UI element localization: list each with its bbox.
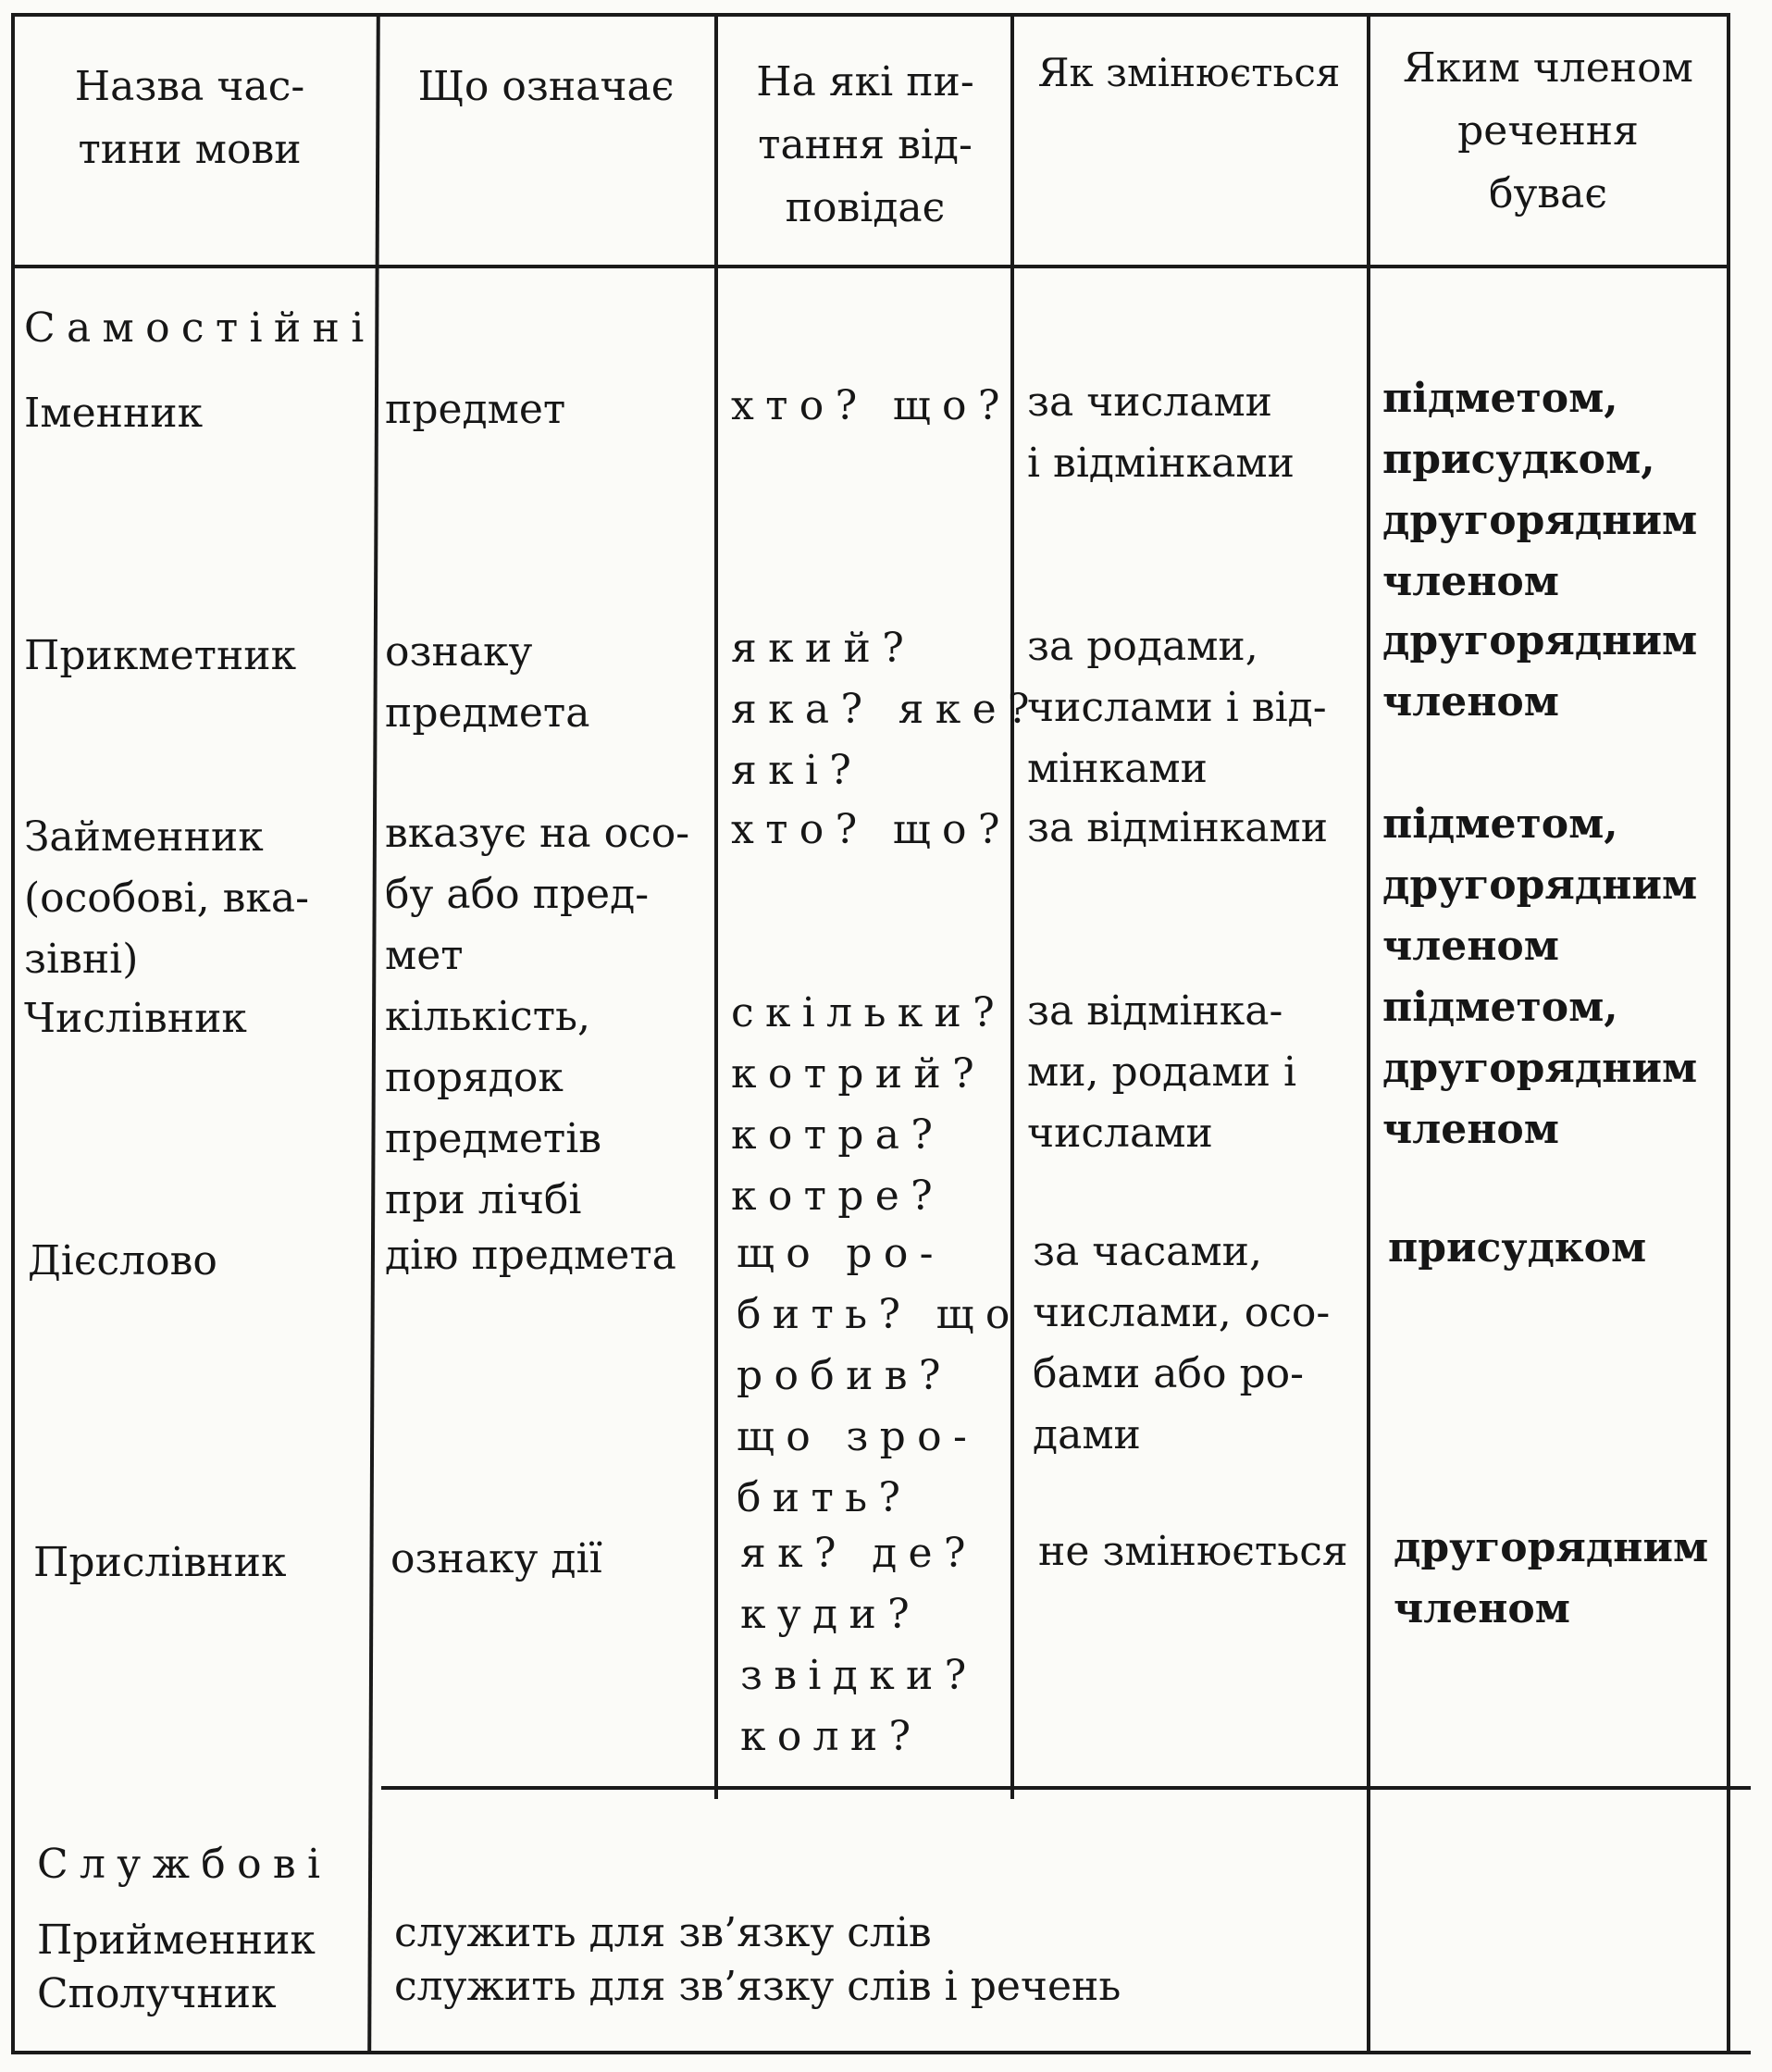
header-questions: На які пи- тання від- повідає [756,58,974,231]
row-adverb-role: другорядним членом [1394,1524,1709,1632]
row-verb-questions: що ро- бить? що робив? що зро- бить? [737,1230,1022,1521]
table-border-bottom [11,2051,1751,2054]
col-divider-3 [1010,13,1014,1799]
row-pronoun-role: підметом, другорядним членом [1382,800,1698,970]
row-adverb-questions: як? де? куди? звідки? коли? [740,1530,978,1760]
auxiliary-divider [381,1786,1751,1790]
header-sentence-role: Яким членом речення буває [1403,44,1693,217]
row-verb-changes: за часами, числами, осо- бами або ро- дами [1033,1228,1331,1458]
row-adjective-changes: за родами, числами і від- мінками [1027,623,1327,792]
header-meaning: Що означає [417,63,675,110]
row-verb-meaning: дію предмета [385,1232,676,1279]
row-numeral-changes: за відмінка- ми, родами і числами [1027,987,1297,1157]
row-pronoun-changes: за відмінками [1027,804,1329,851]
row-noun-role: підметом, присудком, другорядним членом [1382,375,1698,605]
row-numeral-role: підметом, другорядним членом [1382,984,1698,1153]
header-part-name: Назва час- тини мови [74,63,305,173]
row-noun-meaning: предмет [385,386,566,433]
row-pronoun-meaning: вказує на осо- бу або пред- мет [385,810,690,979]
row-numeral-name: Числівник [24,995,247,1042]
row-adjective-questions: який? яка? яке? які? [731,625,1041,794]
row-noun-name: Іменник [24,390,204,437]
col-divider-4 [1367,13,1370,2054]
row-adverb-changes: не змінюється [1038,1528,1348,1575]
col-divider-2 [714,13,718,1799]
row-adjective-meaning: ознаку предмета [385,628,590,737]
row-adjective-name: Прикметник [24,632,297,679]
row-conjunction-meaning: служить для зв’язку слів і речень [394,1963,1121,2010]
row-adjective-role: другорядним членом [1382,617,1698,726]
row-numeral-questions: скільки? котрий? котра? котре? [731,989,1007,1220]
table-border-left [11,13,15,2054]
row-adverb-name: Прислівник [33,1539,287,1586]
row-preposition-name: Прийменник [37,1917,316,1964]
section-auxiliary-label: Службові [37,1841,332,1888]
row-preposition-meaning: служить для зв’язку слів [394,1909,932,1956]
row-verb-role: присудком [1388,1224,1647,1272]
table-border-right [1727,13,1730,2054]
header-changes: Як змінюється [1037,50,1341,95]
row-noun-changes: за числами і відмінками [1027,378,1295,487]
row-pronoun-questions: хто? що? [731,806,1011,853]
row-numeral-meaning: кількість, порядок предметів при лічбі [385,993,602,1223]
row-noun-questions: хто? що? [731,382,1011,429]
row-adverb-meaning: ознаку дії [390,1535,602,1582]
header-divider [11,265,1730,268]
row-pronoun-name: Займенник (особові, вка- зівні) [24,813,309,983]
row-verb-name: Дієслово [28,1237,217,1284]
section-independent-label: Самостійні [24,304,376,352]
table-border-top [11,13,1729,17]
row-conjunction-name: Сполучник [37,1970,277,2017]
